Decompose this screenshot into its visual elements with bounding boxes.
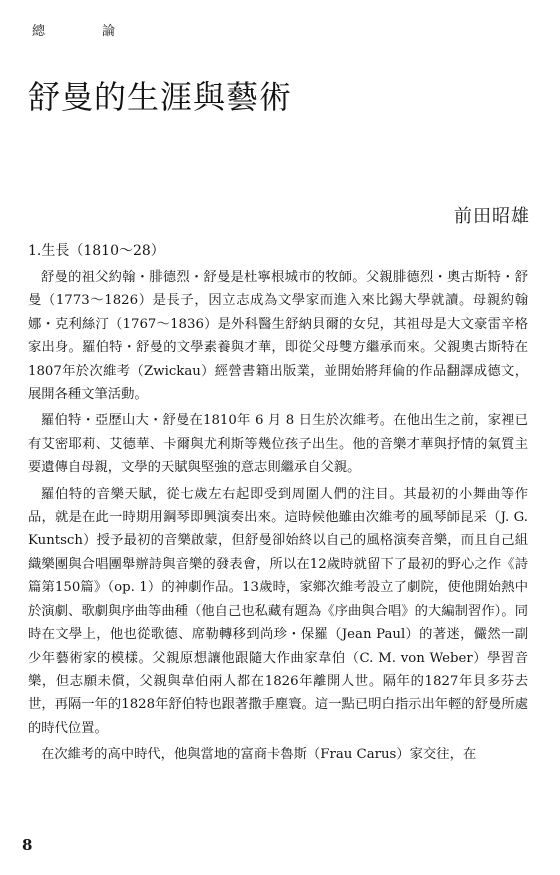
paragraph: 羅伯特的音樂天賦，從七歲左右起即受到周圍人們的注目。其最初的小舞曲等作品，就是在此一時期用鋼琴即興演奏出來。這時候他雖由次維考的風琴師昆采（J. G. Kuntsch）授予最初的音樂啟蒙，但舒曼卻始終以自己的風格演奏音樂，而且自己組織樂團與合唱團舉辦詩與音樂的發表會，所以在12歲時就留下了最初的野心之作《詩篇第150篇》（op. 1）的神劇作品。13歲時，家鄉次維考設立了劇院，使他開始熱中於演劇、歌劇與序曲等曲種（他自己也私藏有題為《序曲與合唱》的大編制習作）。同時在文學上，他也從歌德、席勒轉移到尚珍・保羅（Jean Paul）的著迷，儼然一副少年藝術家的模樣。父親原想讓他跟隨大作曲家韋伯（C. M. von Weber）學習音樂，但志願未償，父親與韋伯兩人都在1826年離開人世。隔年的1827年貝多芬去世，再隔一年的1828年舒伯特也跟著撒手塵寰。這一點已明白指示出年輕的舒曼所處的時代位置。	[28, 486, 528, 736]
running-header: 總 論	[32, 24, 138, 39]
paragraph: 在次維考的高中時代，他與當地的富商卡魯斯（Frau Carus）家交往，在	[41, 747, 477, 763]
page-number: 8	[22, 836, 33, 854]
author-name: 前田昭雄	[454, 206, 530, 227]
paragraph: 羅伯特・亞歷山大・舒曼在1810年 6 月 8 日生於次維考。在他出生之前，家裡已有艾密耶莉、艾德華、卡爾與尤利斯等幾位孩子出生。他的音樂才華與抒情的氣質主要遺傳自母親，文學的天賦與堅強的意志則繼承自父親。	[28, 413, 528, 476]
paragraph: 舒曼的祖父約翰・腓德烈・舒曼是杜寧根城市的牧師。父親腓德烈・奧古斯特・舒曼（1773～1826）是長子，因立志成為文學家而進入來比錫大學就讀。母親約翰娜・克利絲汀（1767～1836）是外科醫生舒納貝爾的女兒，其祖母是大文豪雷辛格家出身。羅伯特・舒曼的文學素養與才華，即從父母雙方繼承而來。父親奧古斯特在1807年於次維考（Zwickau）經營書籍出版業，並開始將拜倫的作品翻譯成德文，展開各種文筆活動。	[28, 270, 528, 403]
chapter-title: 舒曼的生涯與藝術	[28, 78, 293, 116]
section-heading: 1.生長（1810～28）	[28, 243, 165, 259]
body-text	[28, 266, 528, 767]
